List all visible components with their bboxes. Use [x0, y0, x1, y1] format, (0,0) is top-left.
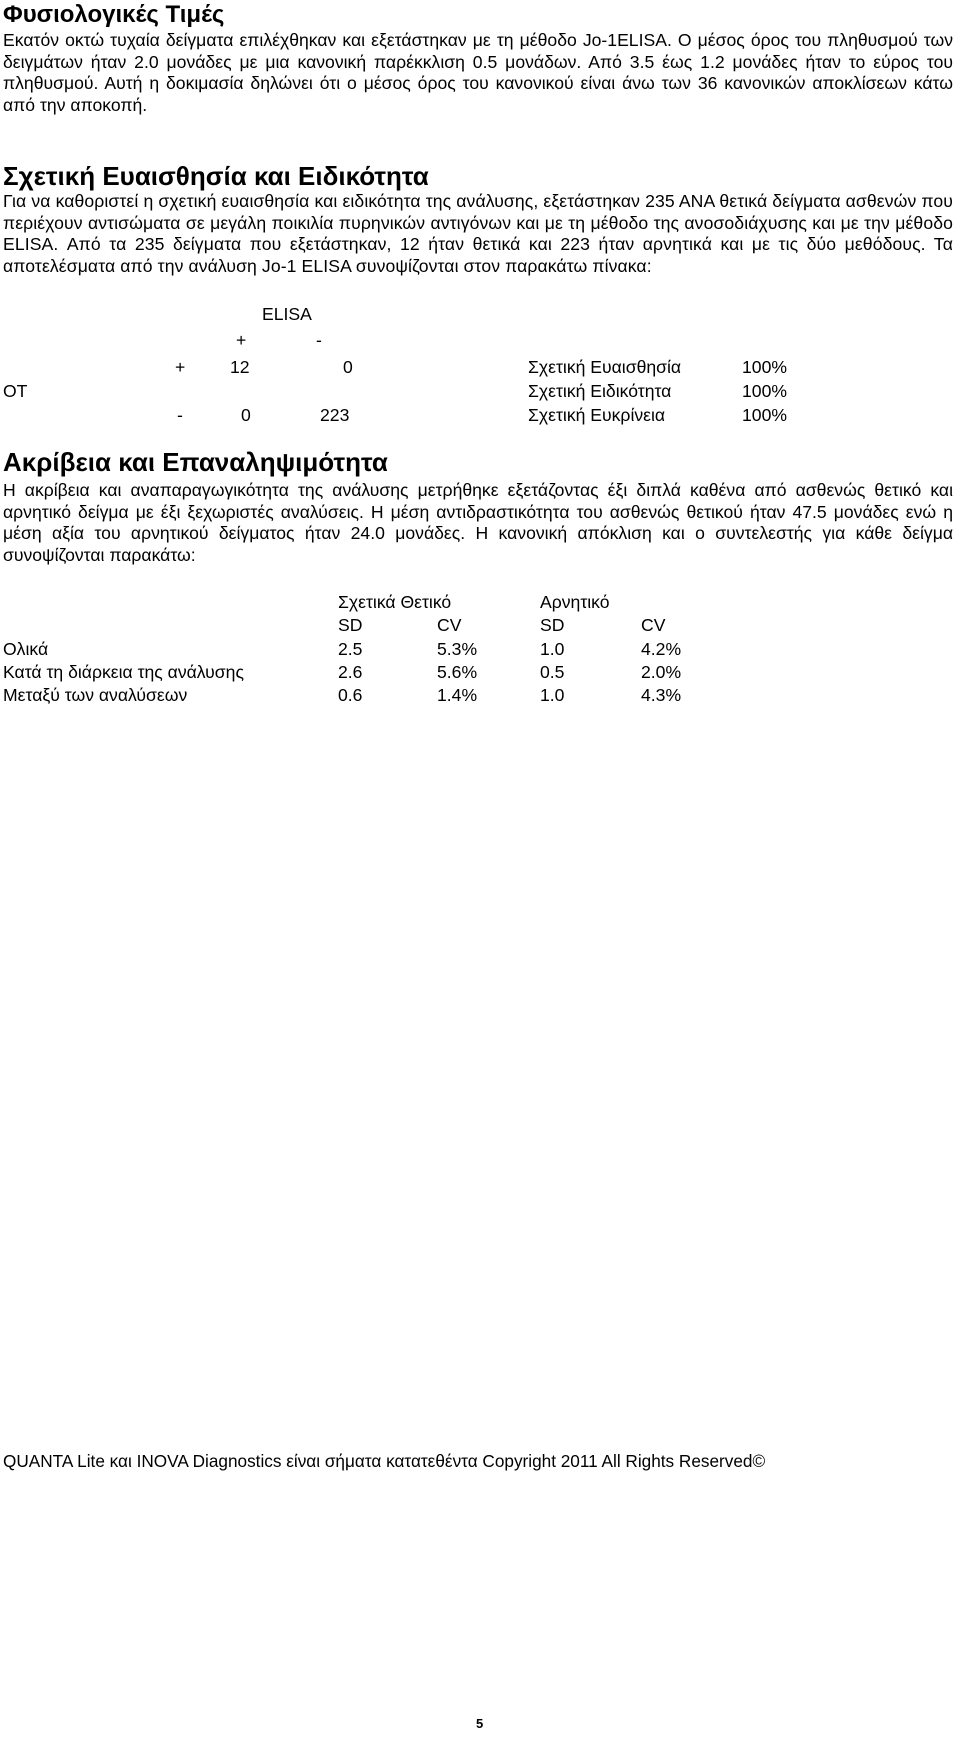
table-row-label: Μεταξύ των αναλύσεων	[3, 685, 188, 705]
stat-value: 100%	[742, 405, 787, 425]
table-cell: 4.3%	[641, 685, 682, 705]
table-row-label: Ολικά	[3, 639, 49, 659]
stat-label: Σχετική Ευκρίνεια	[528, 405, 666, 425]
table-col-header-elisa: ELISA	[262, 304, 312, 324]
section-title-normal-values: Φυσιολογικές Τιμές	[3, 1, 225, 28]
stat-value: 100%	[742, 357, 787, 377]
group-header-negative: Αρνητικό	[540, 592, 610, 612]
stat-label: Σχετική Ειδικότητα	[528, 381, 672, 401]
table-row-plus: +	[175, 357, 186, 377]
table-row-label: Κατά τη διάρκεια της ανάλυσης	[3, 662, 244, 682]
sensitivity-paragraph: Για να καθοριστεί η σχετική ευαισθησία και ειδικότητα της ανάλυσης, εξετάστηκαν 235 ΑΝΑ θετικά δείγματα ασθενών που περιέχουν αντισώματα σε μεγάλη ποικιλία πυρηνικών αντιγόνων και με τη μέθοδο της ανοσοδιάχυσης και με την μέθοδο ELISA. Από τα 235 δείγματα που εξετάστηκαν, 12 ήταν θετικά και 223 ήταν αρνητικά και με τις δύο μεθόδους. Τα αποτελέσματα από την ανάλυση Jo-1 ELISA συνοψίζονται στον παρακάτω πίνακα:	[3, 191, 953, 276]
table-cell: 0.5	[540, 662, 565, 682]
table-cell-pp: 12	[230, 357, 250, 377]
col-header-sd: SD	[338, 615, 363, 635]
table-cell-pm: 0	[343, 357, 353, 377]
precision-paragraph: Η ακρίβεια και αναπαραγωγικότητα της ανάλυσης μετρήθηκε εξετάζοντας έξι διπλά καθένα από ασθενώς θετικό και αρνητικό δείγμα με έξι ξεχωριστές αναλύσεις. Η μέση αντιδραστικότητα του ασθενώς θετικού ήταν 47.5 μονάδες ενώ η μέση αξία του αρνητικού δείγματος ήταν 24.0 μονάδες. Η κανονική απόκλιση και ο συντελεστής για κάθε δείγμα συνοψίζονται παρακάτω:	[3, 480, 953, 565]
table-cell: 1.0	[540, 685, 565, 705]
table-cell: 2.5	[338, 639, 363, 659]
group-header-positive: Σχετικά Θετικό	[338, 592, 452, 612]
table-col-minus: -	[316, 330, 322, 350]
table-cell-mm: 223	[320, 405, 350, 425]
page-number: 5	[476, 1716, 484, 1731]
stat-label: Σχετική Ευαισθησία	[528, 357, 682, 377]
table-row-label-ot: ΟΤ	[3, 381, 28, 401]
col-header-sd: SD	[540, 615, 565, 635]
table-cell: 0.6	[338, 685, 363, 705]
table-cell: 5.3%	[437, 639, 478, 659]
table-cell: 2.6	[338, 662, 363, 682]
table-cell: 1.4%	[437, 685, 478, 705]
col-header-cv: CV	[437, 615, 462, 635]
stat-value: 100%	[742, 381, 787, 401]
copyright-footer: QUANTA Lite και INOVA Diagnostics είναι σήματα κατατεθέντα Copyright 2011 All Rights Reserved©	[3, 1451, 766, 1471]
normal-values-paragraph: Εκατόν οκτώ τυχαία δείγματα επιλέχθηκαν και εξετάστηκαν με τη μέθοδο Jo-1ELISA. Ο μέσος όρος του πληθυσμού των δειγμάτων ήταν 2.0 μονάδες με μια κανονική παρέκκλιση 0.5 μονάδων. Από 3.5 έως 1.2 μονάδες ήταν το εύρος του πληθυσμού. Αυτή η δοκιμασία δηλώνει ότι ο μέσος όρος του κανονικού είναι άνω των 36 κανονικών αποκλίσεων κάτω από την αποκοπή.	[3, 30, 953, 115]
table-cell-mp: 0	[241, 405, 251, 425]
section-title-sensitivity-specificity: Σχετική Ευαισθησία και Ειδικότητα	[3, 161, 429, 191]
section-title-precision-reproducibility: Ακρίβεια και Επαναληψιμότητα	[3, 447, 388, 477]
table-col-plus: +	[236, 330, 247, 350]
table-row-minus: -	[177, 405, 183, 425]
table-cell: 2.0%	[641, 662, 682, 682]
table-cell: 1.0	[540, 639, 565, 659]
col-header-cv: CV	[641, 615, 666, 635]
table-cell: 4.2%	[641, 639, 682, 659]
table-cell: 5.6%	[437, 662, 478, 682]
